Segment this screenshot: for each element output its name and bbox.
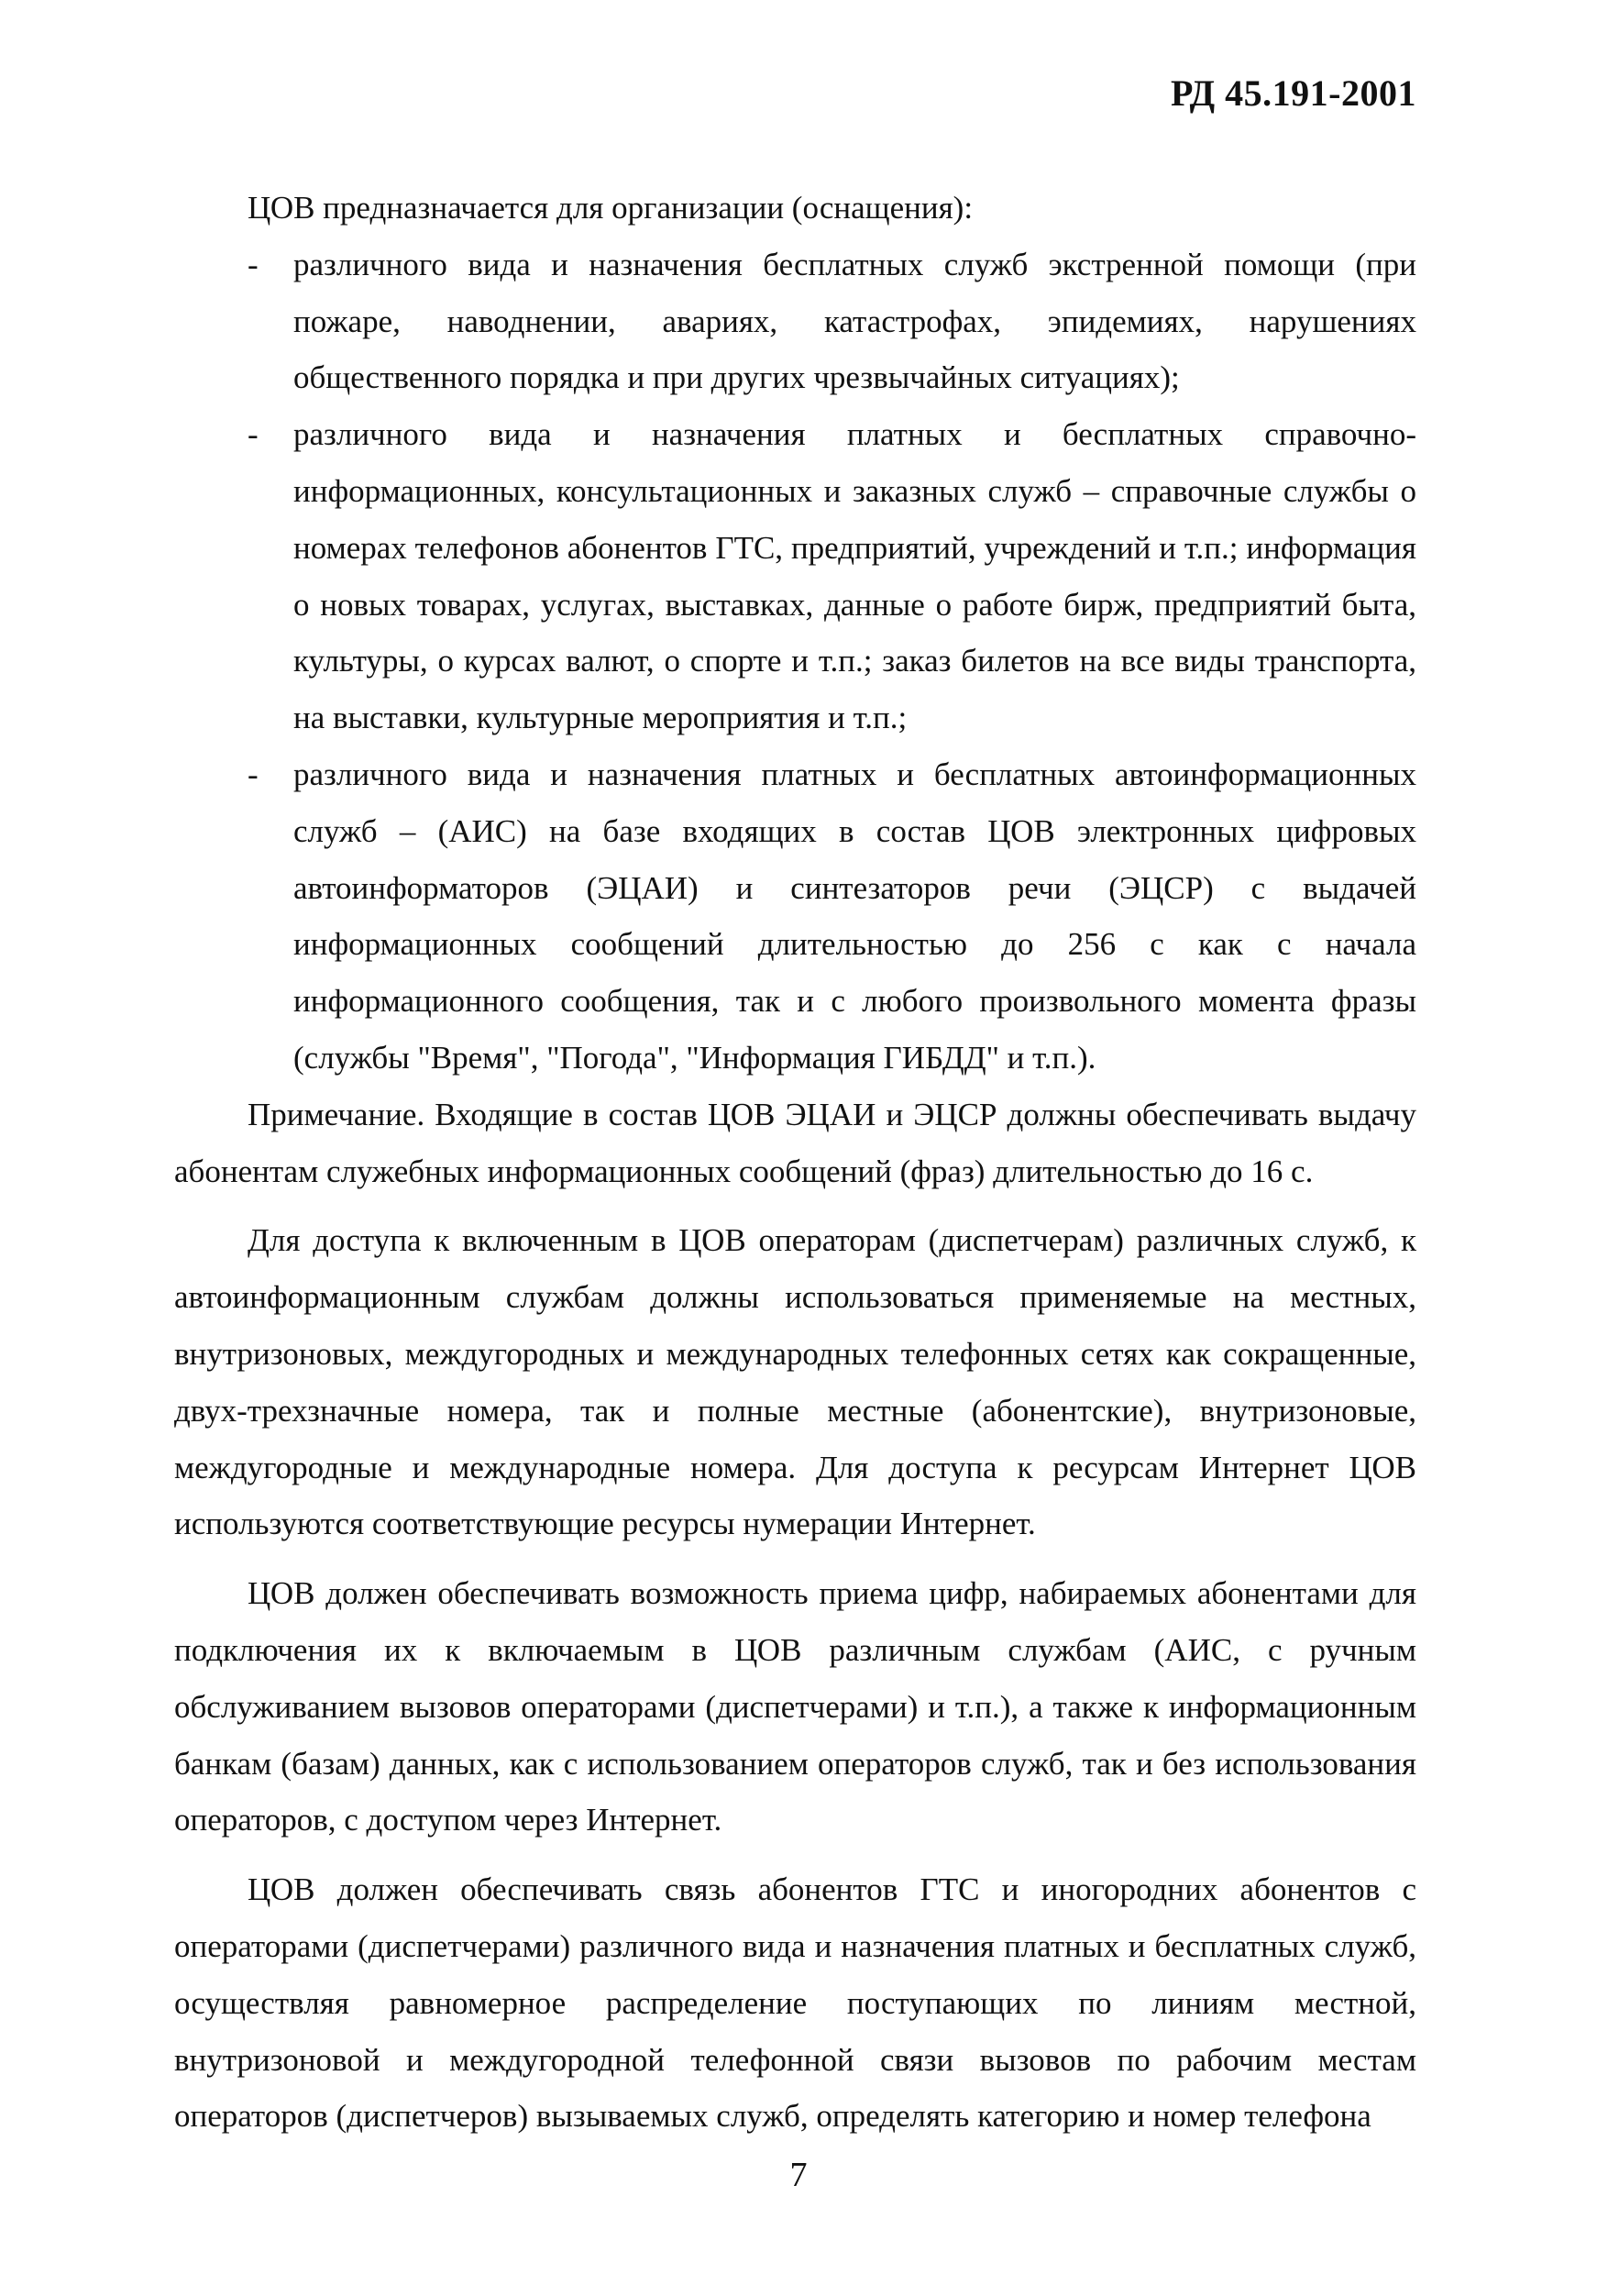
note-paragraph: Примечание. Входящие в состав ЦОВ ЭЦАИ и ЭЦСР должны обеспечивать выдачу абонентам служебных информационных сообщений (фраз) длительностью до 16 с.: [174, 1096, 1416, 1189]
list-item-text: различного вида и назначения бесплатных служб экстренной помощи (при пожаре, наводнении, авариях, катастрофах, эпидемиях, нарушениях общественного порядка и при других чрезвычайных ситуациях);: [293, 246, 1416, 396]
list-item: [174, 237, 1416, 406]
intro-line: ЦОВ предназначается для организации (оснащения):: [248, 190, 974, 226]
list-item: [174, 746, 1416, 1087]
page-number: 7: [789, 2156, 808, 2194]
purpose-list: [174, 237, 1416, 1087]
list-item: [174, 406, 1416, 746]
paragraph-access-numbers: Для доступа к включенным в ЦОВ операторам (диспетчерам) различных служб, к автоинформационным службам должны использоваться применяемые на местных, внутризоновых, междугородных и международных телефонных сетях как сокращенные, двух-трехзначные номера, так и полные местные (абонентские), внутризоновые, междугородные и международные номера. Для доступа к ресурсам Интернет ЦОВ используются соответствующие ресурсы нумерации Интернет.: [174, 1222, 1416, 1542]
document-body: [174, 180, 1416, 2145]
list-item-text: различного вида и назначения платных и бесплатных автоинформационных служб – (АИС) на базе входящих в состав ЦОВ электронных цифровых автоинформаторов (ЭЦАИ) и синтезаторов речи (ЭЦСР) с выдачей информационных сообщений длительностью до 256 с как с начала информационного сообщения, так и с любого произвольного момента фразы (службы "Время", "Погода", "Информация ГИБДД" и т.п.).: [293, 756, 1416, 1076]
paragraph-operator-connection: ЦОВ должен обеспечивать связь абонентов ГТС и иногородних абонентов с операторами (диспетчерами) различного вида и назначения платных и бесплатных служб, осуществляя равномерное распределение поступающих по линиям местной, внутризоновой и междугородной телефонной связи вызовов по рабочим местам операторов (диспетчеров) вызываемых служб, определять категорию и номер телефона: [174, 1871, 1416, 2135]
list-dash: -: [248, 756, 259, 792]
list-item-text: различного вида и назначения платных и бесплатных справочно-информационных, консультационных и заказных служб – справочные службы о номерах телефонов абонентов ГТС, предприятий, учреждений и т.п.; информация о новых товарах, услугах, выставках, данные о работе бирж, предприятий быта, культуры, о курсах валют, о спорте и т.п.; заказ билетов на все виды транспорта, на выставки, культурные мероприятия и т.п.;: [293, 416, 1416, 736]
list-dash: -: [248, 246, 259, 282]
list-dash: -: [248, 416, 259, 453]
paragraph-digit-reception: ЦОВ должен обеспечивать возможность приема цифр, набираемых абонентами для подключения их к включаемым в ЦОВ различным службам (АИС, с ручным обслуживанием вызовов операторами (диспетчерами) и т.п.), а также к информационным банкам (базам) данных, как с использованием операторов служб, так и без использования операторов, с доступом через Интернет.: [174, 1575, 1416, 1838]
document-code: РД 45.191-2001: [1171, 72, 1416, 114]
